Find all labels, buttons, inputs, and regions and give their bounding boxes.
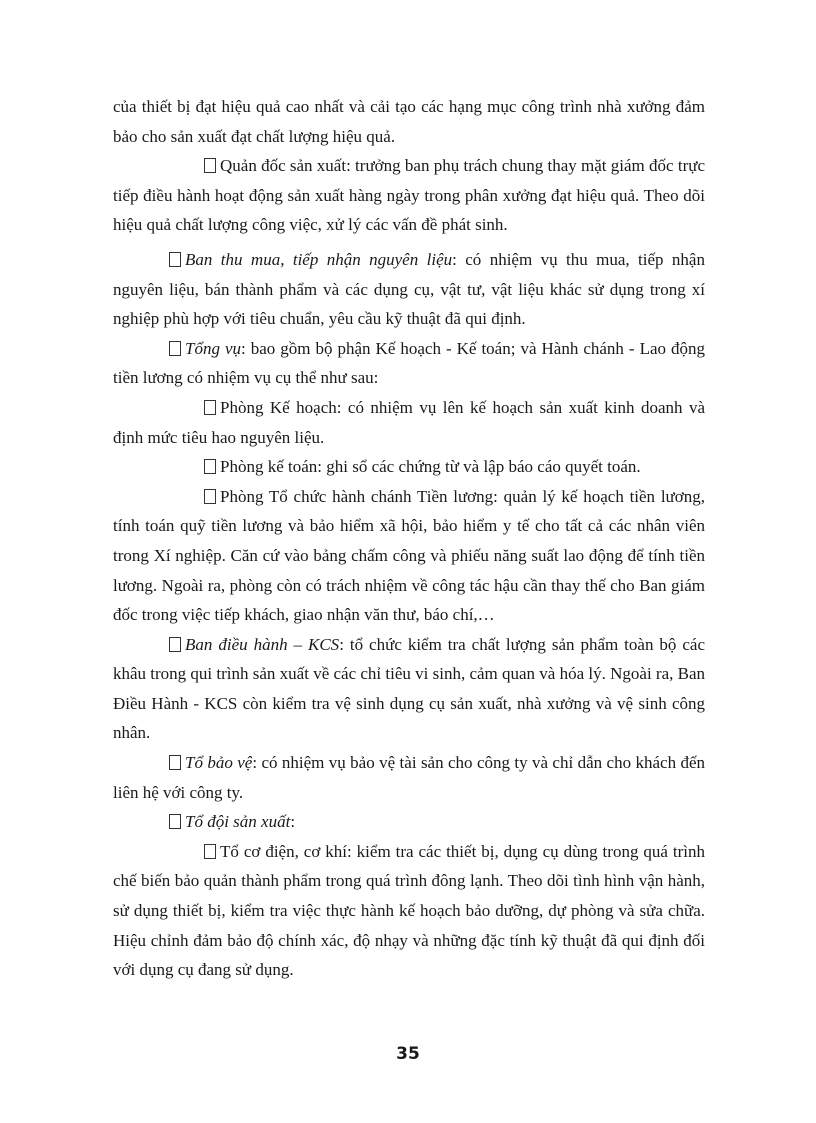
- paragraph-equipment-continuation: [113, 92, 705, 151]
- paragraph-text: của thiết bị đạt hiệu quả cao nhất và cải tạo các hạng mục công trình nhà xưởng đảm bảo cho sản xuất đạt chất lượng hiệu quả.: [113, 97, 705, 146]
- bullet-icon: [169, 252, 181, 267]
- paragraph-text: : bao gồm bộ phận Kế hoạch - Kế toán; và Hành chánh - Lao động tiền lương có nhiệm vụ cụ thể như sau:: [113, 338, 706, 388]
- paragraph-production-manager: [113, 151, 705, 240]
- paragraph-purchasing-board: [113, 245, 705, 334]
- paragraph-text: Quản đốc sản xuất: trưởng ban phụ trách chung thay mặt giám đốc trực tiếp điều hành hoạt động sản xuất hàng ngày trong phân xưởng đạt hiệu quả. Theo dõi hiệu quả chất lượng công việc, xử lý các vấn đề phát sinh.: [113, 156, 705, 235]
- paragraph-term: Ban thu mua, tiếp nhận nguyên liệu: [185, 249, 453, 269]
- paragraph-text: : có nhiệm vụ bảo vệ tài sản cho công ty và chỉ dẫn cho khách đến liên hệ với công ty.: [113, 753, 706, 802]
- page-number: 35: [396, 1044, 420, 1064]
- paragraph-production-team: [113, 807, 705, 837]
- bullet-icon: [204, 459, 216, 474]
- bullet-icon: [169, 637, 181, 652]
- paragraph-text: Phòng kế toán: ghi sổ các chứng từ và lập báo cáo quyết toán.: [220, 457, 641, 477]
- paragraph-kcs-board: [113, 630, 705, 748]
- paragraph-security-team: [113, 748, 705, 807]
- paragraph-general-affairs: [113, 334, 705, 393]
- paragraph-text: :: [290, 812, 296, 832]
- paragraph-term: Ban điều hành – KCS: [185, 634, 340, 654]
- paragraph-planning-office: [113, 393, 705, 452]
- bullet-icon: [169, 341, 181, 356]
- paragraph-text: : tổ chức kiểm tra chất lượng sản phẩm toàn bộ các khâu trong qui trình sản xuất về các chỉ tiêu vi sinh, cảm quan và hóa lý. Ngoài ra, Ban Điều Hành - KCS còn kiểm tra vệ sinh dụng cụ sản xuất, nhà xưởng và vệ sinh công nhân.: [113, 634, 706, 743]
- paragraph-admin-salary-office: [113, 482, 705, 630]
- paragraph-mechanical-electrical-team: [113, 837, 705, 985]
- bullet-icon: [169, 814, 181, 829]
- document-body: [113, 92, 705, 985]
- paragraph-term: Tổng vụ: [185, 338, 242, 358]
- paragraph-text: Phòng Kế hoạch: có nhiệm vụ lên kế hoạch sản xuất kinh doanh và định mức tiêu hao nguyên liệu.: [113, 397, 705, 447]
- bullet-icon: [204, 489, 216, 504]
- paragraph-accounting-office: [113, 452, 705, 482]
- bullet-icon: [204, 400, 216, 415]
- paragraph-term: Tổ đội sản xuất: [185, 812, 291, 832]
- bullet-icon: [204, 158, 216, 173]
- bullet-icon: [204, 844, 216, 859]
- paragraph-text: Tổ cơ điện, cơ khí: kiểm tra các thiết bị, dụng cụ dùng trong quá trình chế biến bảo quản thành phẩm trong quá trình đông lạnh. Theo dõi tình hình vận hành, sử dụng thiết bị, kiểm tra việc thực hành kế hoạch bảo dưỡng, dự phòng và sửa chữa. Hiệu chỉnh đảm bảo độ chính xác, độ nhạy và những đặc tính kỹ thuật đã qui định đối với dụng cụ đang sử dụng.: [113, 841, 705, 980]
- paragraph-term: Tổ bảo vệ: [185, 753, 253, 773]
- bullet-icon: [169, 755, 181, 770]
- paragraph-text: : có nhiệm vụ thu mua, tiếp nhận nguyên liệu, bán thành phẩm và các dụng cụ, vật tư, vật liệu khác sử dụng trong xí nghiệp phù hợp với tiêu chuẩn, yêu cầu kỹ thuật đã qui định.: [113, 249, 705, 329]
- paragraph-text: Phòng Tổ chức hành chánh Tiền lương: quản lý kế hoạch tiền lương, tính toán quỹ tiền lương và bảo hiểm xã hội, bảo hiểm y tế cho tất cả các nhân viên trong Xí nghiệp. Căn cứ vào bảng chấm công và phiếu năng suất lao động để tính tiền lương. Ngoài ra, phòng còn có trách nhiệm về công tác hậu cần thay thế cho Ban giám đốc trong việc tiếp khách, giao nhận văn thư, báo chí,…: [113, 486, 705, 625]
